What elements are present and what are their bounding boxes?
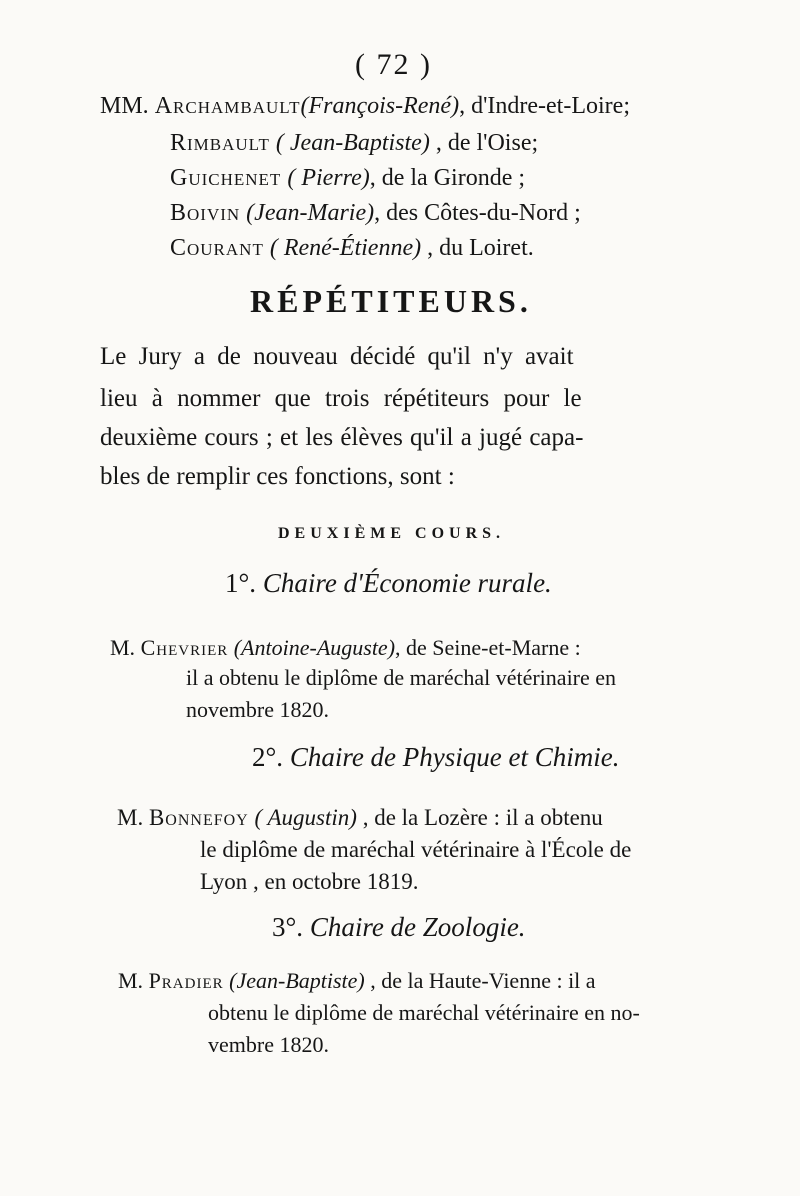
entry-given-name: (Antoine-Auguste)	[233, 635, 396, 660]
entry-line	[110, 635, 581, 661]
member-name: Rimbault	[170, 130, 270, 156]
entry-line: novembre 1820.	[186, 697, 329, 722]
entry-place: , de Seine-et-Marne :	[395, 635, 581, 660]
entry-prefix: M.	[117, 805, 144, 830]
subheading: DEUXIÈME COURS.	[278, 525, 506, 542]
chair-name: Chaire de Zoologie.	[309, 912, 526, 942]
chair-number: 2°.	[252, 742, 284, 772]
member-given-name: ( Jean-Baptiste)	[275, 130, 430, 156]
member-place: , du Loiret.	[421, 235, 534, 261]
entry-prefix: M.	[110, 635, 136, 660]
entry-name: Pradier	[148, 968, 224, 993]
member-line	[170, 165, 525, 192]
member-line	[100, 93, 630, 120]
member-line	[170, 130, 538, 157]
entry-given-name: ( Augustin)	[254, 805, 357, 830]
chair-title	[225, 568, 552, 599]
member-given-name: (Jean-Marie)	[246, 200, 375, 226]
paragraph-line: deuxième cours ; et les élèves qu'il a jugé capa-	[100, 424, 584, 451]
member-given-name: ( Pierre)	[287, 165, 370, 191]
entry-line: il a obtenu le diplôme de maréchal vétérinaire en	[186, 665, 617, 690]
chair-name: Chaire d'Économie rurale.	[262, 568, 552, 598]
page-number: ( 72 )	[355, 48, 432, 81]
member-name: Courant	[170, 235, 264, 261]
member-place: , d'Indre-et-Loire;	[459, 93, 630, 119]
entry-line	[117, 805, 603, 831]
chair-number: 3°.	[272, 912, 304, 942]
member-name: Guichenet	[170, 165, 282, 191]
entry-line: le diplôme de maréchal vétérinaire à l'École de	[200, 837, 632, 862]
entry-line: obtenu le diplôme de maréchal vétérinaire en no-	[208, 1000, 640, 1025]
entry-place: , de la Haute-Vienne : il a	[364, 968, 596, 993]
member-prefix: MM.	[100, 93, 149, 119]
member-place: , des Côtes-du-Nord ;	[374, 200, 581, 226]
chair-number: 1°.	[225, 568, 257, 598]
chair-title	[272, 912, 526, 943]
member-given-name: (François-René)	[300, 93, 460, 119]
section-heading: RÉPÉTITEURS.	[250, 283, 532, 319]
entry-line	[118, 968, 596, 994]
member-line	[170, 235, 534, 262]
member-given-name: ( René-Étienne)	[269, 235, 422, 261]
chair-name: Chaire de Physique et Chimie.	[289, 742, 620, 772]
member-place: , de la Gironde ;	[369, 165, 526, 191]
paragraph-line: Le Jury a de nouveau décidé qu'il n'y avait	[100, 343, 574, 370]
chair-title	[252, 742, 620, 773]
entry-name: Chevrier	[140, 635, 229, 660]
entry-line: vembre 1820.	[208, 1032, 329, 1057]
entry-given-name: (Jean-Baptiste)	[229, 968, 365, 993]
entry-line: Lyon , en octobre 1819.	[200, 869, 419, 894]
member-place: , de l'Oise;	[429, 130, 539, 156]
entry-place: , de la Lozère : il a obtenu	[356, 805, 603, 830]
paragraph-line: lieu à nommer que trois répétiteurs pour le	[100, 385, 582, 412]
member-line	[170, 200, 581, 227]
paragraph-line: bles de remplir ces fonctions, sont :	[100, 463, 455, 490]
entry-prefix: M.	[118, 968, 144, 993]
member-name: Archambault	[154, 93, 301, 119]
entry-name: Bonnefoy	[148, 805, 249, 830]
member-name: Boivin	[170, 200, 241, 226]
